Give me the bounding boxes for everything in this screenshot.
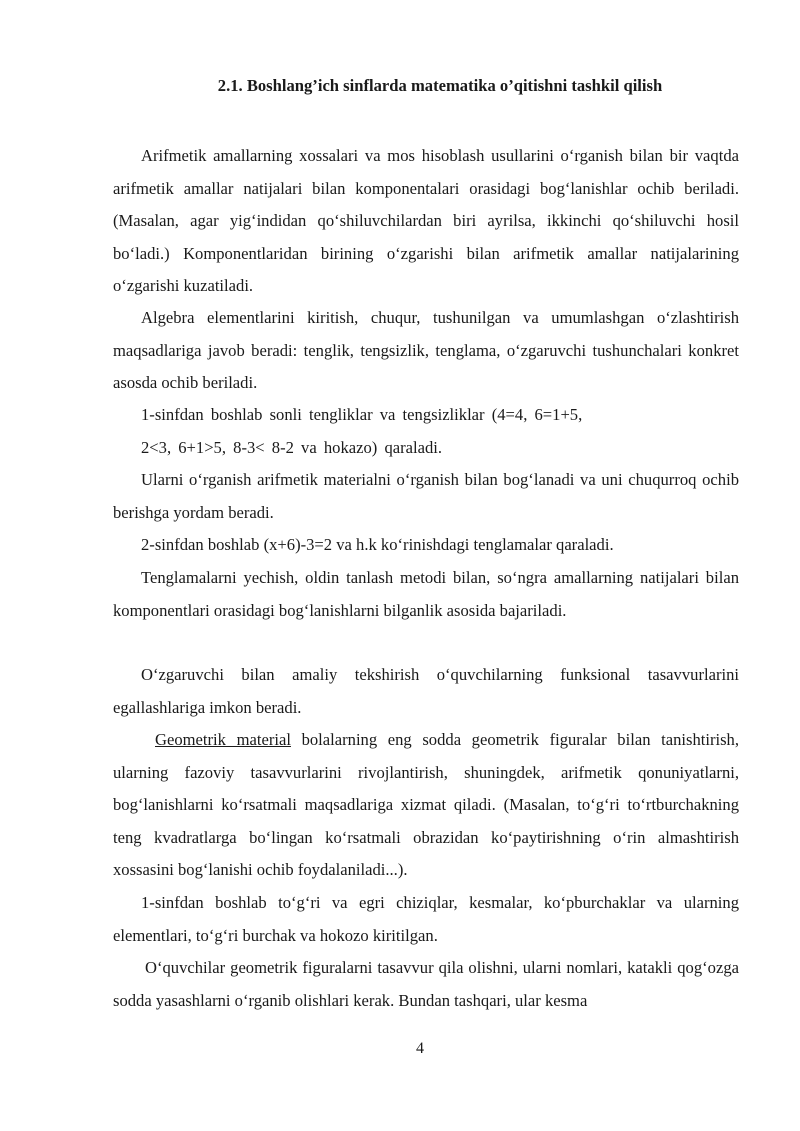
paragraph-lines-and-polygons: 1-sinfdan boshlab to‘g‘ri va egri chiziqlar, kesmalar, ko‘pburchaklar va ularning elementlari, to‘g‘ri burchak va hokozo kiritilgan.	[113, 893, 739, 945]
paragraph-first-grade-equalities-line1: 1-sinfdan boshlab sonli tengliklar va tengsizliklar (4=4, 6=1+5,	[141, 405, 583, 424]
paragraph-second-grade-equations: 2-sinfdan boshlab (x+6)-3=2 va h.k ko‘rinishdagi tenglamalar qaraladi.	[141, 535, 614, 554]
paragraph-solving-equations: Tenglamalarni yechish, oldin tanlash metodi bilan, so‘ngra amallarning natijalari bilan komponentlari orasidagi bog‘lanishlarni bilganlik asosida bajariladi.	[113, 568, 739, 620]
paragraph-pupils-figures: O‘quvchilar geometrik figuralarni tasavvur qila olishni, ularni nomlari, katakli qog‘ozga sodda yasashlarni o‘rganib olishlari kerak. Bundan tashqari, ular kesma	[113, 958, 739, 1010]
section-title: 2.1. Boshlang’ich sinflarda matematika o’qitishni tashkil qilish	[217, 76, 663, 95]
paragraph-algebra-elements: Algebra elementlarini kiritish, chuqur, tushunilgan va umumlashgan o‘zlashtirish maqsadlariga javob beradi: tenglik, tengsizlik, tenglama, o‘zgaruvchi tushunchalari konkret asosda ochib beriladi.	[113, 308, 739, 392]
paragraph-first-grade-equalities-line2: 2<3, 6+1>5, 8-3< 8-2 va hokazo) qaraladi.	[141, 438, 443, 457]
page-number: 4	[416, 1040, 424, 1057]
paragraph-arithmetic-properties: Arifmetik amallarning xossalari va mos hisoblash usullarini o‘rganish bilan bir vaqtda arifmetik amallar natijalari bilan komponentalari orasidagi bog‘lanishlar ochib beriladi. (Masalan, agar yig‘indidan qo‘shiluvchilardan biri ayrilsa, ikkinchi qo‘shiluvchi hosil bo‘ladi.) Komponentlaridan birining o‘zgarishi bilan arifmetik amallar natijalarining o‘zgarishi kuzatiladi.	[113, 146, 739, 295]
paragraph-studying-them: Ularni o‘rganish arifmetik materialni o‘rganish bilan bog‘lanadi va uni chuqurroq ochib berishga yordam beradi.	[113, 470, 739, 522]
geometric-material-text: bolalarning eng sodda geometrik figuralar bilan tanishtirish, ularning fazoviy tasavvurlarini rivojlantirish, shuningdek, arifmetik qonuniyatlarni, bog‘lanishlarni ko‘rsatmali maqsadlariga xizmat qiladi. (Masalan, to‘g‘ri to‘rtburchakning teng kvadratlarga bo‘lingan ko‘rsatmali obrazidan ko‘paytirishning o‘rin almashtirish xossasini bog‘lanishi ochib foydalaniladi...).	[113, 730, 740, 879]
geometric-material-term: Geometrik material	[155, 730, 291, 749]
paragraph-geometric-material	[113, 724, 739, 887]
paragraph-variable-check: O‘zgaruvchi bilan amaliy tekshirish o‘quvchilarning funksional tasavvurlarini egallashlariga imkon beradi.	[113, 665, 739, 717]
